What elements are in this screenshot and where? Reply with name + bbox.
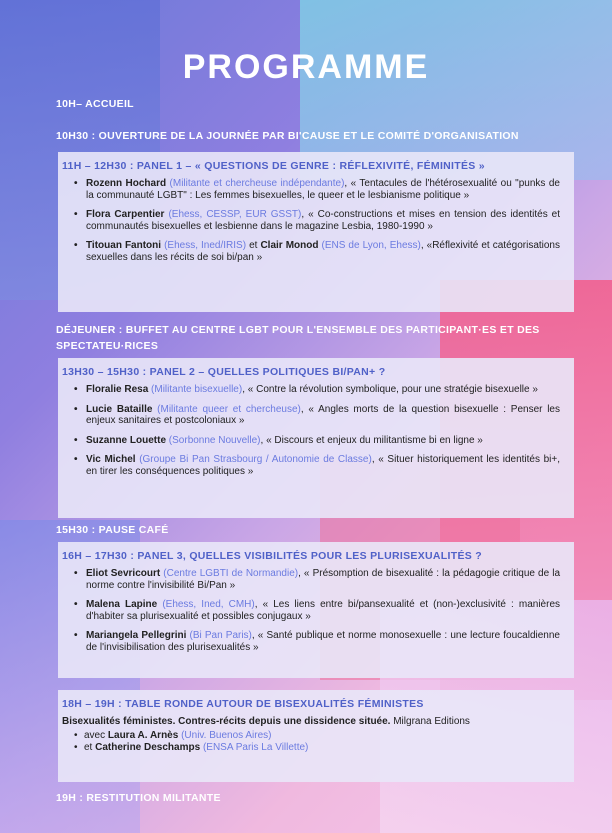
speaker-affiliation: (Militante et chercheuse indépendante) <box>169 178 345 189</box>
talk-item <box>72 630 560 653</box>
speaker-affiliation: (Bi Pan Paris) <box>189 630 252 641</box>
speaker-affiliation: (ENS de Lyon, Ehess) <box>321 240 421 251</box>
speaker-name: Flora Carpentier <box>86 209 165 220</box>
book-reference <box>62 716 560 727</box>
talk-title: , « Présomption de bisexualité : la pédagogie critique de la norme contre l'invisibilité Bi/Pan » <box>86 568 561 591</box>
guest-item <box>72 742 560 754</box>
panel-3 <box>58 542 574 678</box>
pause-line: 15H30 : PAUSE CAFÉ <box>56 524 169 536</box>
talk-title: , « Les liens entre bi/pansexualité et (non-)exclusivité : manières d'habiter sa plurisexualité et possibles conjugaux » <box>86 599 561 622</box>
talk-item <box>72 435 560 447</box>
speaker-name: Titouan Fantoni <box>86 240 162 251</box>
guest-prefix: avec <box>84 730 108 741</box>
speaker-affiliation: (Militante bisexuelle) <box>151 384 243 395</box>
talk-title: , « Angles morts de la question bisexuelle : Penser les enjeux sanitaires et postcoloniaux » <box>86 403 560 426</box>
speaker-name: Clair Monod <box>260 240 319 251</box>
talk-title: , « Tentacules de l'hétérosexualité ou "punks de la communauté LGBT" : Les femmes bisexuelles, le queer et le lesbianisme politique » <box>86 178 560 201</box>
speaker-affiliation: (Militante queer et chercheuse) <box>157 403 301 415</box>
speaker-affiliation: (Sorbonne Nouvelle) <box>168 434 261 446</box>
dejeuner-line: DÉJEUNER : BUFFET AU CENTRE LGBT POUR L'ENSEMBLE DES PARTICIPANT·ES ET DES SPECTATEU·RICES <box>56 324 540 352</box>
talk-title: , « Situer historiquement les identités bi+, en tirer les conséquences politiques » <box>86 454 560 477</box>
accueil-line: 10H– ACCUEIL <box>56 98 134 110</box>
table-ronde-heading: 18H – 19H : TABLE RONDE AUTOUR DE BISEXUALITÉS FÉMINISTES <box>62 698 424 710</box>
speaker-affiliation: (Ehess, CESSP, EUR GSST) <box>168 209 302 220</box>
speaker-name: Vic Michel <box>86 454 136 465</box>
speaker-name: Lucie Bataille <box>86 403 153 415</box>
speaker-name: Malena Lapine <box>86 599 158 610</box>
panel-2 <box>58 358 574 518</box>
speaker-name: Eliot Sevricourt <box>86 568 161 579</box>
page-title: PROGRAMME <box>182 48 430 86</box>
publisher: Milgrana Editions <box>390 716 470 727</box>
guest-affiliation: (Univ. Buenos Aires) <box>178 730 272 741</box>
speaker-name: Rozenn Hochard <box>86 178 167 189</box>
restitution-line: 19H : RESTITUTION MILITANTE <box>56 792 221 804</box>
panel-1-heading: 11H – 12H30 : PANEL 1 – « QUESTIONS DE GENRE : RÉFLEXIVITÉ, FÉMINITÉS » <box>62 160 485 172</box>
table-ronde-panel <box>58 690 574 782</box>
panel-2-heading: 13H30 – 15H30 : PANEL 2 – QUELLES POLITIQUES BI/PAN+ ? <box>62 366 386 378</box>
speaker-name: Floralie Resa <box>86 384 149 395</box>
talk-item <box>72 404 560 427</box>
guest-name: Catherine Deschamps <box>95 742 201 753</box>
talk-title: , « Contre la révolution symbolique, pour une stratégie bisexuelle » <box>242 384 538 395</box>
speaker-affiliation: (Ehess, Ined/IRIS) <box>164 240 247 251</box>
speaker-name: Mariangela Pellegrini <box>86 630 187 641</box>
conjunction: et <box>246 240 261 251</box>
panel-3-heading: 16H – 17H30 : PANEL 3, QUELLES VISIBILITÉS POUR LES PLURISEXUALITÉS ? <box>62 550 482 562</box>
talk-title: , « Discours et enjeux du militantisme bi en ligne » <box>260 434 483 446</box>
talk-title: , « Co-constructions et mises en tension des identités et communautés bisexuelles et lesbienne dans le magazine Lesbia, 1980-1990 » <box>86 209 561 232</box>
speaker-affiliation: (Centre LGBTI de Normandie) <box>163 568 299 579</box>
talk-title: , «Réflexivité et catégorisations sexuelles dans les récits de soi bi/pan » <box>86 240 560 263</box>
talk-item <box>72 178 560 201</box>
guest-affiliation: (ENSA Paris La Villette) <box>200 742 309 753</box>
talk-item <box>72 384 560 396</box>
guest-prefix: et <box>84 742 96 753</box>
talk-title: , « Santé publique et norme monosexuelle : une lecture foucaldienne de l'invisibilisation des plurisexualités » <box>86 630 560 653</box>
speaker-affiliation: (Ehess, Ined, CMH) <box>162 599 255 610</box>
talk-item <box>72 599 560 622</box>
talk-item <box>72 209 560 232</box>
guest-item <box>72 730 560 742</box>
book-title: Bisexualités féministes. Contres-récits depuis une dissidence située. <box>62 716 391 727</box>
speaker-affiliation: (Groupe Bi Pan Strasbourg / Autonomie de Classe) <box>139 454 372 465</box>
panel-1 <box>58 152 574 312</box>
talk-item <box>72 240 560 263</box>
talk-item <box>72 568 560 591</box>
guest-name: Laura A. Arnès <box>107 730 179 741</box>
talk-item <box>72 454 560 477</box>
speaker-name: Suzanne Louette <box>86 434 167 446</box>
ouverture-line: 10H30 : OUVERTURE DE LA JOURNÉE PAR BI'CAUSE ET LE COMITÉ D'ORGANISATION <box>56 130 519 142</box>
